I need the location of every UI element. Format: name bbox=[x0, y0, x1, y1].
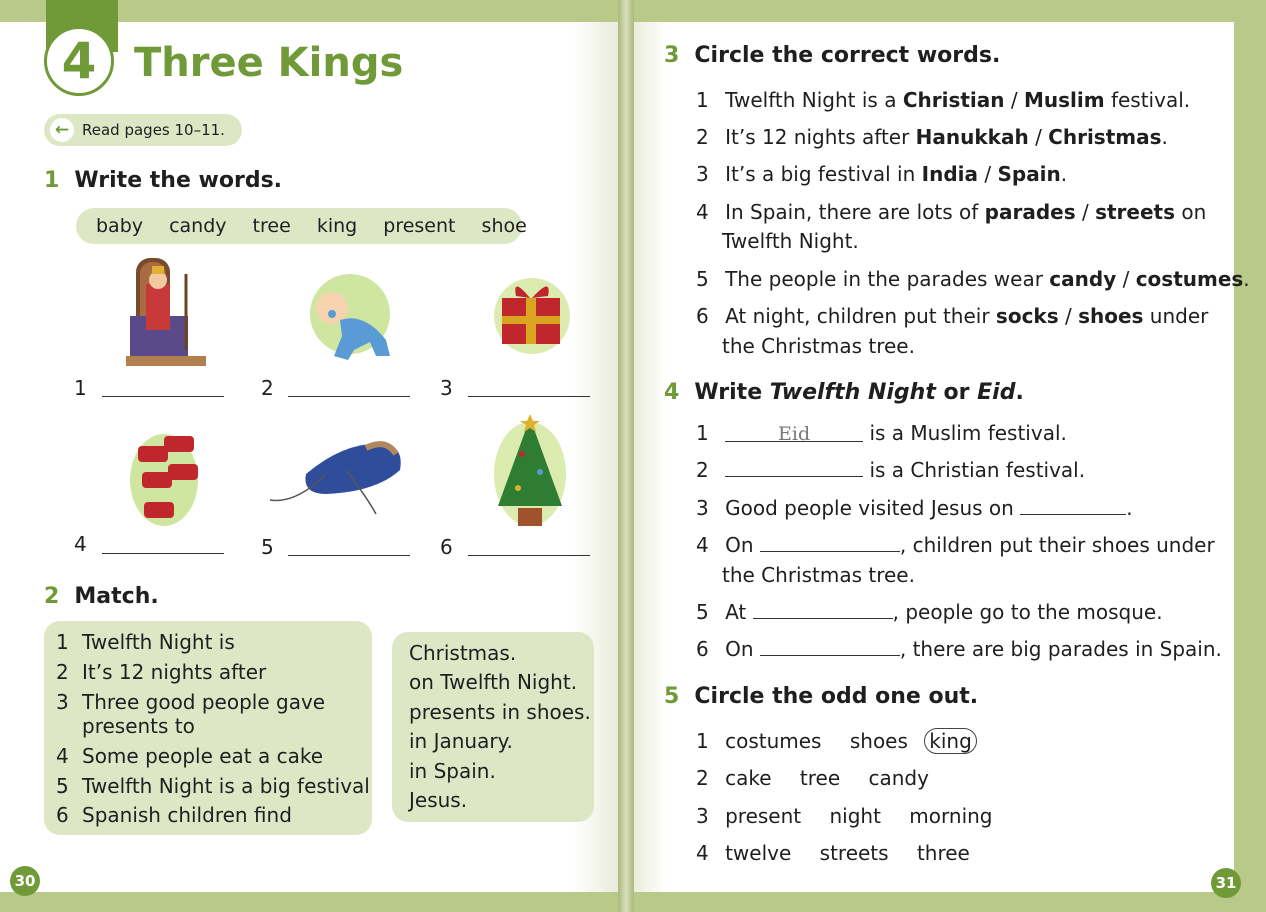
choice-separator: / bbox=[1116, 267, 1136, 291]
item-text: under bbox=[1143, 304, 1209, 328]
answer-line[interactable] bbox=[468, 555, 590, 556]
ex3-item bbox=[696, 304, 1208, 328]
christmas-tree-picture bbox=[492, 414, 568, 532]
ex4-item bbox=[696, 533, 1215, 557]
match-left-number: 3 bbox=[56, 690, 69, 714]
ex1-number: 1 bbox=[44, 168, 60, 193]
item-number: 6 bbox=[696, 304, 709, 328]
item-text: . bbox=[1243, 267, 1250, 291]
book-spine bbox=[618, 0, 634, 912]
read-pages-pill bbox=[44, 114, 242, 146]
choice-separator: / bbox=[1028, 125, 1049, 149]
choice-a[interactable]: Hanukkah bbox=[915, 125, 1029, 149]
choice-b[interactable]: Christmas bbox=[1048, 125, 1162, 149]
odd-word-circled[interactable]: king bbox=[924, 728, 977, 754]
ex4-heading bbox=[664, 380, 1024, 405]
ex4-item bbox=[696, 496, 1133, 520]
ex4-item bbox=[696, 421, 1067, 445]
ex1-item-number: 1 bbox=[74, 376, 87, 400]
item-text: , people go to the mosque. bbox=[892, 600, 1163, 624]
ex5-item bbox=[696, 729, 977, 753]
choice-b[interactable]: Spain bbox=[997, 162, 1061, 186]
item-number: 1 bbox=[696, 88, 709, 112]
match-right-text: Christmas. bbox=[409, 641, 517, 665]
choice-a[interactable]: socks bbox=[995, 304, 1059, 328]
item-text: It’s 12 nights after bbox=[725, 125, 916, 149]
odd-word[interactable]: candy bbox=[868, 766, 929, 790]
item-text: is a Muslim festival. bbox=[863, 421, 1067, 445]
odd-word[interactable]: cake bbox=[725, 766, 772, 790]
item-text: In Spain, there are lots of bbox=[725, 200, 985, 224]
match-left-text: Some people eat a cake bbox=[82, 744, 324, 768]
item-text: . bbox=[1126, 496, 1133, 520]
ex5-number: 5 bbox=[664, 684, 680, 709]
item-text: . bbox=[1060, 162, 1068, 186]
unit-number: 4 bbox=[44, 26, 114, 96]
ex2-heading bbox=[44, 584, 159, 609]
item-text: , children put their shoes under bbox=[899, 533, 1215, 557]
unit-title: Three Kings bbox=[134, 40, 404, 86]
word-bank-item: king bbox=[316, 215, 358, 237]
item-text-continued: the Christmas tree. bbox=[722, 334, 915, 358]
ex3-title: Circle the correct words. bbox=[694, 43, 1001, 68]
odd-word[interactable]: three bbox=[916, 841, 970, 865]
answer-blank-filled[interactable]: Eid bbox=[725, 423, 863, 442]
answer-line[interactable] bbox=[288, 396, 410, 397]
item-number: 5 bbox=[696, 600, 709, 624]
item-text: The people in the parades wear bbox=[725, 267, 1050, 291]
ex3-item bbox=[696, 125, 1168, 149]
ex5-heading bbox=[664, 684, 978, 709]
item-number: 4 bbox=[696, 200, 709, 224]
item-text: on bbox=[1174, 200, 1207, 224]
item-text: is a Christian festival. bbox=[863, 458, 1086, 482]
ex1-item-number: 6 bbox=[440, 535, 453, 559]
item-text: It’s a big festival in bbox=[725, 162, 922, 186]
odd-word[interactable]: night bbox=[829, 804, 881, 828]
match-left-text: Spanish children find bbox=[82, 803, 292, 827]
ex1-title: Write the words. bbox=[74, 168, 283, 193]
item-number: 6 bbox=[696, 637, 709, 661]
odd-word[interactable]: morning bbox=[909, 804, 993, 828]
match-left-text: Three good people gave bbox=[82, 690, 326, 714]
present-picture bbox=[490, 268, 574, 356]
right-page bbox=[630, 22, 1234, 892]
ex1-item-number: 5 bbox=[261, 535, 274, 559]
match-left-text: It’s 12 nights after bbox=[82, 660, 267, 684]
match-left-number: 4 bbox=[56, 744, 69, 768]
match-left-number: 2 bbox=[56, 660, 69, 684]
odd-word[interactable]: shoes bbox=[849, 729, 908, 753]
ex4-title: Write Twelfth Night or Eid. bbox=[694, 380, 1024, 405]
ex4-item bbox=[696, 458, 1085, 482]
match-left-text: Twelfth Night is a big festival bbox=[82, 774, 370, 798]
match-right-text: in January. bbox=[409, 729, 513, 753]
read-pages-label: Read pages 10–11. bbox=[82, 121, 225, 139]
odd-word[interactable]: present bbox=[725, 804, 802, 828]
item-text-continued: Twelfth Night. bbox=[722, 229, 859, 253]
answer-blank[interactable] bbox=[725, 458, 863, 477]
answer-blank[interactable] bbox=[760, 533, 900, 552]
choice-b[interactable]: costumes bbox=[1135, 267, 1244, 291]
word-bank-item: baby bbox=[96, 215, 144, 237]
word-bank-item: shoe bbox=[481, 215, 527, 237]
ex1-item-number: 3 bbox=[440, 376, 453, 400]
answer-blank[interactable] bbox=[753, 600, 893, 619]
ex3-item bbox=[696, 267, 1250, 291]
answer-blank[interactable] bbox=[1020, 496, 1126, 515]
odd-word[interactable]: costumes bbox=[725, 729, 822, 753]
match-left-number: 5 bbox=[56, 774, 69, 798]
match-left-text: presents to bbox=[82, 714, 195, 738]
match-left-number: 1 bbox=[56, 630, 69, 654]
answer-blank[interactable] bbox=[760, 637, 900, 656]
arrow-left-icon: ← bbox=[50, 118, 74, 142]
match-right-text: on Twelfth Night. bbox=[409, 670, 578, 694]
match-right-text: Jesus. bbox=[409, 788, 468, 812]
choice-separator: / bbox=[1058, 304, 1079, 328]
word-bank bbox=[76, 208, 527, 244]
shoe-picture bbox=[266, 434, 406, 518]
odd-word[interactable]: streets bbox=[819, 841, 889, 865]
item-text: On bbox=[725, 637, 760, 661]
ex5-item bbox=[696, 766, 929, 790]
match-right-text: in Spain. bbox=[409, 759, 496, 783]
choice-separator: / bbox=[978, 162, 998, 186]
item-text: At night, children put their bbox=[725, 304, 996, 328]
page-number-right: 31 bbox=[1211, 868, 1241, 898]
choice-b[interactable]: Muslim bbox=[1023, 88, 1105, 112]
answer-line[interactable] bbox=[288, 555, 410, 556]
item-text: , there are big parades in Spain. bbox=[899, 637, 1222, 661]
choice-a[interactable]: parades bbox=[984, 200, 1076, 224]
ex3-item bbox=[696, 200, 1206, 224]
item-number: 3 bbox=[696, 162, 709, 186]
match-left-number: 6 bbox=[56, 803, 69, 827]
ex5-item bbox=[696, 841, 970, 865]
choice-separator: / bbox=[1004, 88, 1024, 112]
choice-b[interactable]: streets bbox=[1095, 200, 1175, 224]
odd-word[interactable]: twelve bbox=[725, 841, 792, 865]
ex1-heading bbox=[44, 168, 282, 193]
word-bank-item: tree bbox=[252, 215, 291, 237]
ex4-item bbox=[696, 637, 1222, 661]
word-bank-item: candy bbox=[169, 215, 227, 237]
ex3-number: 3 bbox=[664, 43, 680, 68]
match-right-text: presents in shoes. bbox=[409, 700, 591, 724]
ex3-heading bbox=[664, 43, 1000, 68]
page-number-left: 30 bbox=[10, 866, 40, 896]
item-number: 3 bbox=[696, 496, 709, 520]
item-text: Twelfth Night is a bbox=[725, 88, 903, 112]
item-text: Good people visited Jesus on bbox=[725, 496, 1021, 520]
item-number: 2 bbox=[696, 125, 709, 149]
ex5-title: Circle the odd one out. bbox=[694, 684, 979, 709]
choice-b[interactable]: shoes bbox=[1078, 304, 1144, 328]
odd-word[interactable]: tree bbox=[799, 766, 841, 790]
ex4-item bbox=[696, 600, 1163, 624]
item-number: 3 bbox=[696, 804, 709, 828]
item-number: 2 bbox=[696, 458, 709, 482]
choice-a[interactable]: candy bbox=[1049, 267, 1117, 291]
choice-a[interactable]: Christian bbox=[902, 88, 1005, 112]
item-number: 5 bbox=[696, 267, 709, 291]
item-text: festival. bbox=[1104, 88, 1191, 112]
answer-line[interactable] bbox=[468, 396, 590, 397]
item-text: At bbox=[725, 600, 753, 624]
item-number: 1 bbox=[696, 729, 709, 753]
match-left-text: Twelfth Night is bbox=[82, 630, 235, 654]
candy-picture bbox=[120, 424, 212, 530]
ex2-title: Match. bbox=[74, 584, 159, 609]
item-number: 2 bbox=[696, 766, 709, 790]
item-text: On bbox=[725, 533, 760, 557]
answer-line[interactable] bbox=[102, 396, 224, 397]
ex1-item-number: 2 bbox=[261, 376, 274, 400]
item-text-continued: the Christmas tree. bbox=[722, 563, 915, 587]
word-bank-item: present bbox=[383, 215, 456, 237]
king-picture bbox=[122, 254, 212, 370]
ex3-item bbox=[696, 88, 1190, 112]
item-text: . bbox=[1161, 125, 1168, 149]
ex1-item-number: 4 bbox=[74, 532, 87, 556]
ex2-number: 2 bbox=[44, 584, 60, 609]
item-number: 4 bbox=[696, 841, 709, 865]
item-number: 1 bbox=[696, 421, 709, 445]
choice-a[interactable]: India bbox=[921, 162, 979, 186]
item-number: 4 bbox=[696, 533, 709, 557]
choice-separator: / bbox=[1075, 200, 1096, 224]
ex3-item bbox=[696, 162, 1067, 186]
baby-picture bbox=[304, 270, 402, 366]
answer-line[interactable] bbox=[102, 553, 224, 554]
ex5-item bbox=[696, 804, 993, 828]
ex4-number: 4 bbox=[664, 380, 680, 405]
